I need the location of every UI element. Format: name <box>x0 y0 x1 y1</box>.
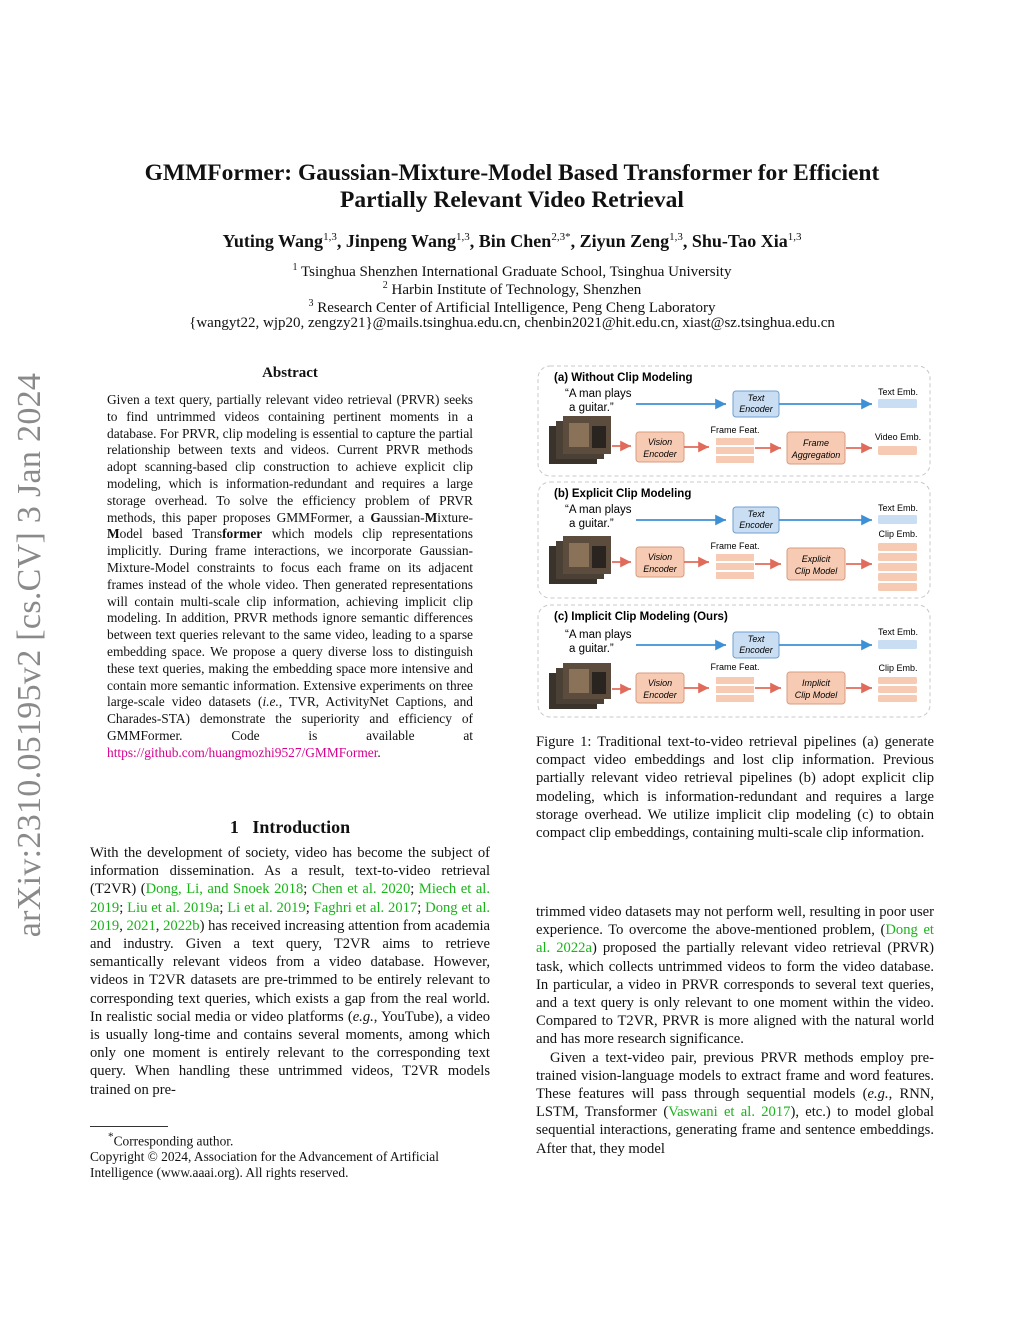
author-affil: 1,3 <box>787 231 802 243</box>
frame-feat-label: Frame Feat. <box>710 541 760 551</box>
embedding-bar <box>878 446 917 455</box>
author-affil: 1,3 <box>456 231 470 243</box>
query-line: a guitar.” <box>569 518 614 530</box>
svg-text:Text: Text <box>747 509 765 519</box>
footnote-corresponding: Corresponding author. <box>113 1133 234 1149</box>
embedding-bar <box>878 640 917 649</box>
panel-label: (a) Without Clip Modeling <box>554 372 693 384</box>
output-label: Text Emb. <box>877 627 919 637</box>
author-affil: 1,3 <box>323 231 337 243</box>
affiliation-text: Harbin Institute of Technology, Shenzhen <box>391 282 642 298</box>
output-label: Clip Emb. <box>878 529 918 539</box>
svg-text:Encoder: Encoder <box>643 449 677 459</box>
svg-text:Implicit: Implicit <box>801 678 831 688</box>
citation-link[interactable]: Dong et al. 2022a <box>536 922 934 957</box>
svg-text:Explicit: Explicit <box>801 554 831 564</box>
affiliation-mark: 1 <box>292 262 298 273</box>
query-line: “A man plays <box>565 388 632 400</box>
section-heading: 1 Introduction <box>229 817 351 837</box>
author-name: Jinpeng Wang <box>345 231 457 251</box>
footnote-mark: * <box>108 1131 114 1143</box>
footnote <box>90 1129 490 1181</box>
query-line: “A man plays <box>565 504 632 516</box>
embedding-bar <box>878 399 917 408</box>
affiliation-mark: 3 <box>308 298 314 309</box>
author-affil: 2,3* <box>551 231 571 243</box>
svg-text:Encoder: Encoder <box>643 564 677 574</box>
figure-1 <box>536 364 934 720</box>
author-affil: 1,3 <box>669 231 683 243</box>
author-name: Bin Chen <box>478 231 552 251</box>
svg-text:Clip Model: Clip Model <box>794 690 838 700</box>
svg-text:Vision: Vision <box>647 437 673 447</box>
citation-link[interactable]: Faghri et al. 2017 <box>313 899 418 916</box>
right-column-body: trimmed video datasets may not perform well, resulting in poor user experience. To overcome the above-mentioned problem, (Dong et al. 2022a) proposed the partially relevant video retrieval (PRVR) task, which collects untrimmed videos to form the video database. In particular, a video in PRVR corresponds to several text queries, and a text query is only relevant to one moment within the video. Compared to T2VR, PRVR is more aligned with the natural world and has more research significance. Given a text-video pair, previous PRVR methods employ pre-trained vision-language models to extract frame and word features. These features will pass through sequential models (e.g., RNN, LSTM, Transformer (Vaswani et al. 2017), etc.) to model global sequential interactions, generating frame and sentence embeddings. After that, they model <box>536 904 935 1157</box>
svg-text:Encoder: Encoder <box>643 690 677 700</box>
footnote-rule <box>90 1126 168 1127</box>
video-thumbnail-icon <box>549 416 611 464</box>
embedding-bar <box>878 515 917 524</box>
query-line: a guitar.” <box>569 643 614 655</box>
citation-link[interactable]: Dong et al. 2019 <box>90 899 491 934</box>
author-emails: {wangyt22, wjp20, zengzy21}@mails.tsinghua.edu.cn, chenbin2021@hit.edu.cn, xiast@sz.tsinghua.edu.cn <box>189 315 835 331</box>
output-label: Text Emb. <box>877 503 919 513</box>
panel-label: (c) Implicit Clip Modeling (Ours) <box>554 611 728 623</box>
output-label: Clip Emb. <box>878 663 918 673</box>
affiliation-text: Tsinghua Shenzhen International Graduate School, Tsinghua University <box>301 264 732 280</box>
clip-embedding-stack <box>878 677 917 702</box>
title-line-2: Partially Relevant Video Retrieval <box>340 187 684 213</box>
citation-link[interactable]: Vaswani et al. 2017 <box>668 1104 791 1121</box>
svg-text:Text: Text <box>747 634 765 644</box>
svg-text:Vision: Vision <box>647 552 673 562</box>
figure-panel-b <box>538 482 930 598</box>
query-line: a guitar.” <box>569 402 614 414</box>
citation-link[interactable]: 2022b <box>163 917 200 934</box>
svg-text:Vision: Vision <box>647 678 673 688</box>
paper-title <box>90 160 934 214</box>
author-name: Shu-Tao Xia <box>691 231 788 251</box>
svg-text:Aggregation: Aggregation <box>791 450 841 460</box>
author-name: Ziyun Zeng <box>579 231 670 251</box>
frame-feat-label: Frame Feat. <box>710 425 760 435</box>
output-label: Text Emb. <box>877 387 919 397</box>
citation-link[interactable]: Chen et al. 2020 <box>311 881 411 898</box>
svg-text:Encoder: Encoder <box>739 645 773 655</box>
citation-link[interactable]: 2021 <box>126 917 156 934</box>
figure-panel-a <box>538 366 930 476</box>
video-thumbnail-icon <box>549 663 611 709</box>
svg-text:Encoder: Encoder <box>739 404 773 414</box>
abstract-heading: Abstract <box>262 365 318 381</box>
clip-embedding-stack <box>878 543 917 591</box>
citation-link[interactable]: Miech et al. 2019 <box>90 881 490 916</box>
affiliation-text: Research Center of Artificial Intelligence, Peng Cheng Laboratory <box>317 300 716 316</box>
svg-text:Text: Text <box>747 393 765 403</box>
svg-text:Frame: Frame <box>802 438 830 448</box>
affiliation-mark: 2 <box>382 280 388 291</box>
output-label: Video Emb. <box>874 432 922 442</box>
query-line: “A man plays <box>565 629 632 641</box>
citation-link[interactable]: Dong, Li, and Snoek 2018 <box>145 881 304 898</box>
citation-link[interactable]: Li et al. 2019 <box>227 899 306 916</box>
figure-caption: Figure 1: Traditional text-to-video retrieval pipelines (a) generate compact video embeddings and lost clip information. Previous partially relevant video retrieval pipelines (b) adopt explicit clip modeling, which is information-redundant and requires a large storage overhead. We utilize implicit clip modeling (c) to obtain compact clip embeddings, containing multi-scale clip information. <box>536 734 934 842</box>
citation-link[interactable]: Liu et al. 2019a <box>127 899 220 916</box>
arxiv-stamp: arXiv:2310.05195v2 [cs.CV] 3 Jan 2024 <box>11 372 48 938</box>
copyright-notice: Copyright © 2024, Association for the Advancement of Artificial Intelligence (www.aaai.org). All rights reserved. <box>90 1149 439 1181</box>
author-name: Yuting Wang <box>222 231 324 251</box>
frame-feat-label: Frame Feat. <box>710 662 760 672</box>
panel-label: (b) Explicit Clip Modeling <box>554 488 692 500</box>
video-thumbnail-icon <box>549 536 611 584</box>
figure-panel-c <box>538 605 930 717</box>
title-line-1: GMMFormer: Gaussian-Mixture-Model Based Transformer for Efficient <box>144 160 880 186</box>
abstract-body: Given a text query, partially relevant video retrieval (PRVR) seeks to find untrimmed videos containing pertinent moments in a database. For PRVR, clip modeling is essential to capture the partial relationship between texts and videos. Current PRVR methods adopt scanning-based clip construction to achieve explicit clip modeling, which is information-redundant and requires a large storage overhead. To solve the efficiency problem of PRVR methods, this paper proposes GMMFormer, a Gaussian-Mixture-Model based Transformer which models clip representations implicitly. During frame interactions, we incorporate Gaussian-Mixture-Model constraints to focus each frame on its adjacent frames instead of the whole video. Then generated representations will contain multi-scale clip information, achieving implicit clip modeling. In addition, PRVR methods ignore semantic differences between text queries relevant to the same video, leading to a sparse embedding space. We propose a query diverse loss to distinguish these text queries, making the embedding space more intensive and contain more semantic information. Extensive experiments on three large-scale video datasets (i.e., TVR, ActivityNet Captions, and Charades-STA) demonstrate the superiority and efficiency of GMMFormer. Code is available at https://github.com/huangmozhi9527/GMMFormer. <box>107 392 473 760</box>
author-list: Yuting Wang$^{1,3}$, Jinpeng Wang$^{1,3}$, Bin Chen$^{2,3*}$, Ziyun Zeng$^{1,3}$, Shu-Tao Xia$^{1,3}$ <box>222 231 802 251</box>
svg-text:Encoder: Encoder <box>739 520 773 530</box>
code-link[interactable]: https://github.com/huangmozhi9527/GMMFormer <box>107 744 378 760</box>
svg-text:Clip Model: Clip Model <box>794 566 838 576</box>
intro-paragraph: With the development of society, video has become the subject of information dissemination. As a result, text-to-video retrieval (T2VR) (Dong, Li, and Snoek 2018; Chen et al. 2020; Miech et al. 2019; Liu et al. 2019a; Li et al. 2019; Faghri et al. 2017; Dong et al. 2019, 2021, 2022b) has received increasing attention from academia and industry. Given a text query, T2VR aims to retrieve semantically relevant videos from a video database. However, videos in T2VR datasets are pre-trimmed to be entirely relevant to corresponding text queries, which exists a gap from the real world. In realistic social media or video platforms (e.g., YouTube), a video is usually long-time and contains several moments, among which only one moment is entirely relevant to the corresponding text query. When handling these untrimmed videos, T2VR models trained on pre- <box>90 845 491 1098</box>
